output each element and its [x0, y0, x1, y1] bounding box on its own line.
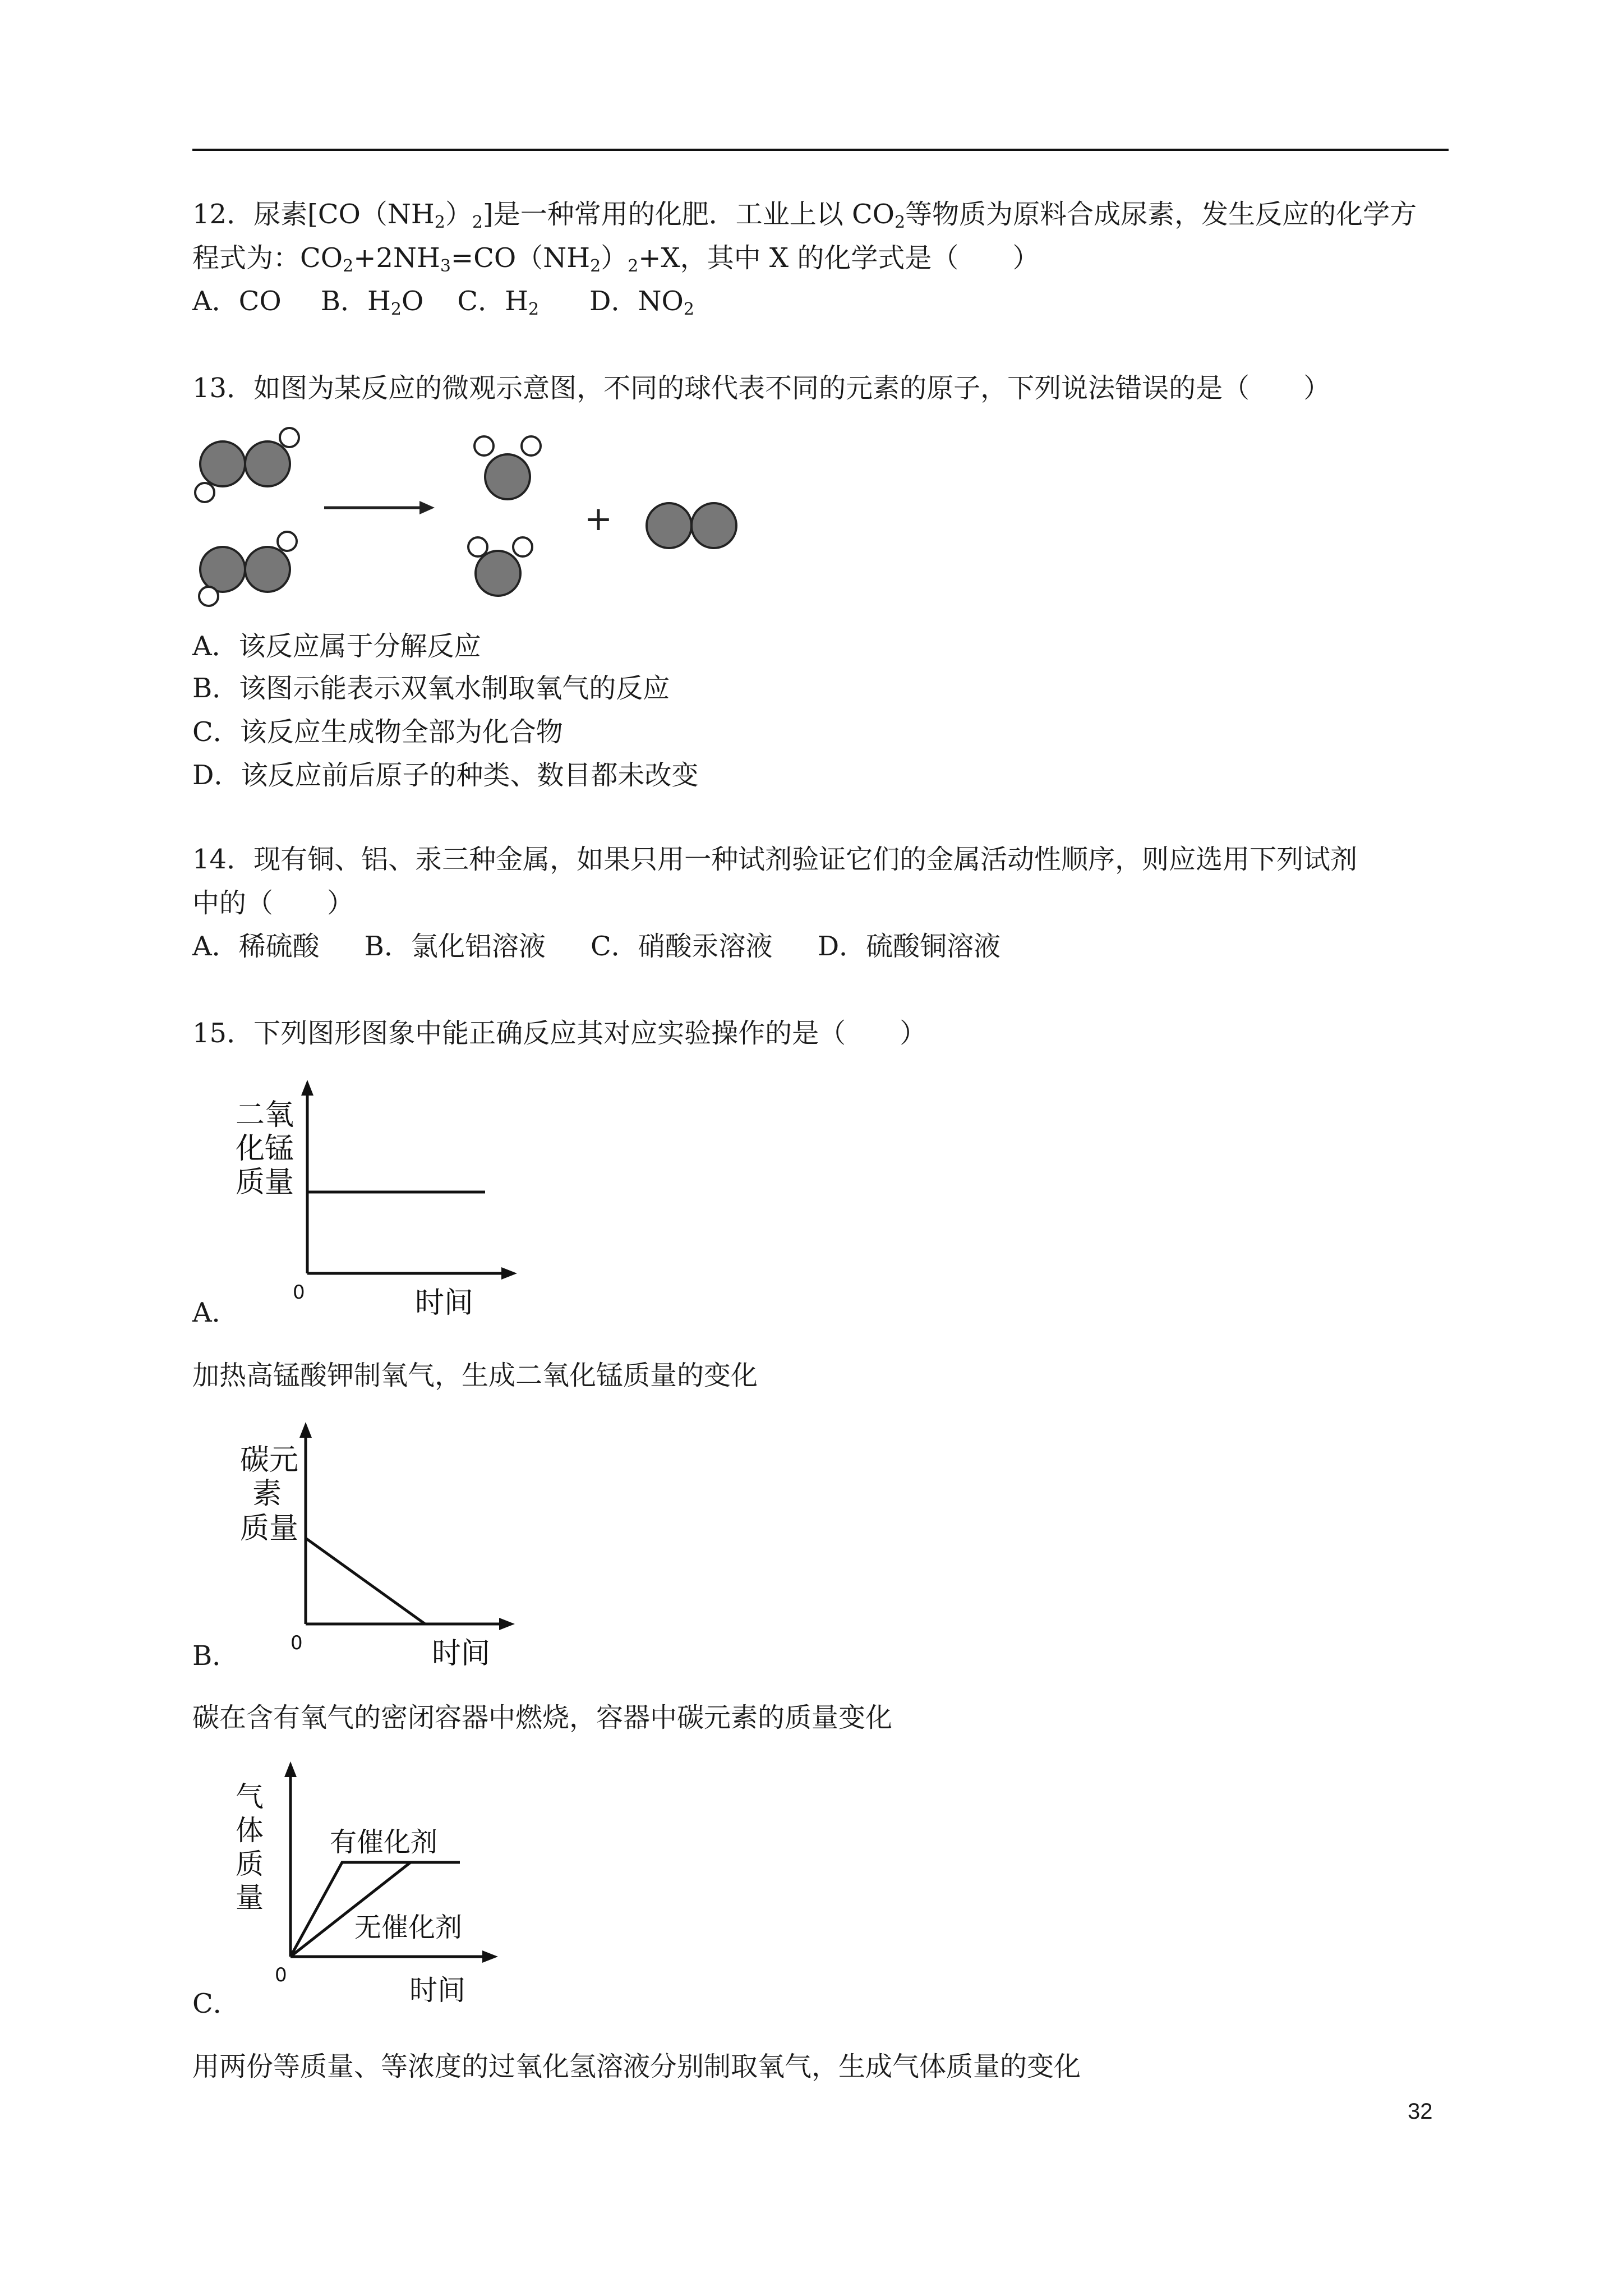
q14-option-b: B．氯化铝溶液	[364, 931, 546, 962]
q13-option-b: B．该图示能表示双氧水制取氧气的反应	[192, 673, 670, 704]
q14-option-d: D．硫酸铜溶液	[817, 931, 1001, 962]
q12-option-b: B．$H_2O$	[320, 286, 424, 319]
reaction-arrow	[324, 501, 435, 514]
graph-b-caption: 碳在含有氧气的密闭容器中燃烧，容器中碳元素的质量变化	[192, 1702, 893, 1733]
page-number: 32	[1408, 2099, 1433, 2124]
q13-stem: 13．如图为某反应的微观示意图，不同的球代表不同的元素的原子，下列说法错误的是（ ）	[192, 372, 1331, 404]
graph-c-ylabel-1: 气	[236, 1780, 264, 1813]
q14-option-a: A．稀硫酸	[192, 931, 320, 962]
graph-c	[224, 1756, 538, 2014]
q14-stem-line1: 14．现有铜、铝、汞三种金属，如果只用一种试剂验证它们的金属活动性顺序，则应选用下列试剂	[192, 844, 1358, 875]
graph-b-ylabel-3: 质量	[240, 1512, 299, 1545]
graph-a	[224, 1074, 538, 1327]
q12-option-d: D．$NO_2$	[589, 286, 694, 319]
graph-a-ylabel-3: 质量	[236, 1166, 294, 1199]
graph-a-origin: 0	[293, 1281, 305, 1304]
q15-stem: 15．下列图形图象中能正确反应其对应实验操作的是（ ）	[192, 1018, 927, 1049]
q12-line2: 程式为：$CO_2+2NH_3=CO(NH_2)_2+X$，其中 X 的化学式是（ ）	[192, 242, 1040, 276]
graph-b-ylabel-2: 素	[252, 1477, 282, 1511]
graph-b-origin: 0	[291, 1632, 303, 1654]
graph-c-xlabel: 时间	[409, 1974, 465, 2007]
product-molecule-2	[468, 537, 532, 596]
reaction-diagram	[191, 418, 751, 609]
graph-b-line	[306, 1538, 425, 1624]
graph-c-caption: 用两份等质量、等浓度的过氧化氢溶液分别制取氧气，生成气体质量的变化	[192, 2051, 1081, 2082]
graph-c-ylabel-2: 体	[236, 1814, 264, 1847]
graph-c-series-without-catalyst: 无催化剂	[354, 1912, 463, 1943]
q13-option-a: A．该反应属于分解反应	[192, 631, 481, 662]
q12-option-c: C．$H_2$	[457, 286, 540, 319]
graph-a-ylabel-1: 二氧	[236, 1098, 294, 1132]
graph-a-xlabel: 时间	[415, 1286, 474, 1320]
q14-option-c: C．硝酸汞溶液	[590, 931, 773, 962]
q13-option-d: D．该反应前后原子的种类、数目都未改变	[192, 760, 699, 791]
graph-c-label: C．	[192, 1988, 240, 2019]
graph-a-ylabel-2: 化锰	[236, 1132, 294, 1166]
graph-c-ylabel-3: 质	[236, 1848, 264, 1880]
graph-c-origin: 0	[275, 1964, 287, 1986]
graph-b-ylabel-1: 碳元	[240, 1443, 299, 1477]
q14-options	[192, 928, 1000, 964]
product-molecule-1	[474, 436, 541, 499]
graph-c-series-with-catalyst: 有催化剂	[330, 1826, 438, 1858]
q14-stem-line2: 中的（ ）	[192, 887, 354, 919]
graph-b-label: B．	[192, 1640, 239, 1672]
graph-a-label: A．	[192, 1297, 239, 1328]
reactant-molecule-1	[195, 428, 299, 502]
q12-line1: 12．尿素$[CO(NH_2)_2]$是一种常用的化肥．工业上以 $CO_2$等物质为原料合成尿素，发生反应的化学方	[192, 199, 1417, 232]
q12-option-a: A．CO	[192, 286, 282, 317]
graph-b	[224, 1414, 538, 1677]
q13-option-c: C．该反应生成物全部为化合物	[192, 716, 563, 748]
product-molecule-3	[647, 503, 736, 548]
plus-sign: +	[584, 499, 613, 539]
graph-b-xlabel: 时间	[432, 1637, 491, 1671]
reactant-molecule-2	[199, 532, 297, 606]
graph-a-caption: 加热高锰酸钾制氧气，生成二氧化锰质量的变化	[192, 1360, 758, 1391]
header-rule	[192, 149, 1449, 151]
graph-c-ylabel-4: 量	[236, 1881, 264, 1914]
q12-options	[192, 283, 694, 319]
